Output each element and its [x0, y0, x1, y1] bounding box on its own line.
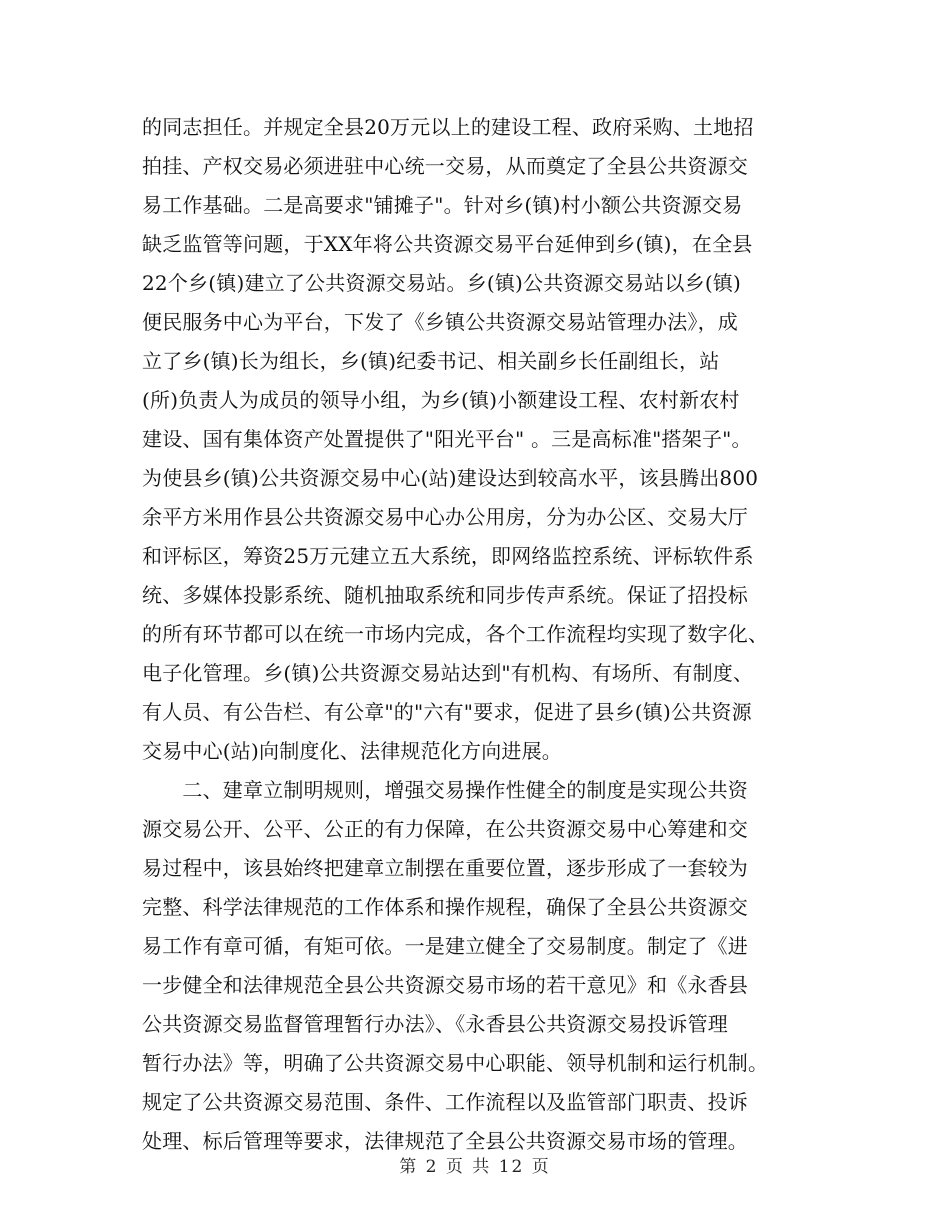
text-line: 有人员、有公告栏、有公章"的"六有"要求，促进了县乡(镇)公共资源 — [142, 700, 752, 724]
text-line: 缺乏监管等问题，于XX年将公共资源交易平台延伸到乡(镇)，在全县 — [142, 232, 753, 256]
text-line: 立了乡(镇)长为组长，乡(镇)纪委书记、相关副乡长任副组长，站 — [142, 349, 720, 373]
text-line: 易工作有章可循，有矩可依。一是建立健全了交易制度。制定了《进 — [142, 934, 748, 958]
text-line: 一步健全和法律规范全县公共资源交易市场的若干意见》和《永香县 — [142, 973, 748, 997]
text-line: 便民服务中心为平台，下发了《乡镇公共资源交易站管理办法》，成 — [142, 310, 738, 334]
text-line: 易过程中，该县始终把建章立制摆在重要位置，逐步形成了一套较为 — [142, 856, 748, 880]
text-line: 余平方米用作县公共资源交易中心办公用房，分为办公区、交易大厅 — [142, 505, 748, 529]
text-line: 为使县乡(镇)公共资源交易中心(站)建设达到较高水平，该县腾出800 — [142, 466, 759, 490]
body-text — [142, 108, 822, 1161]
text-line: 暂行办法》等，明确了公共资源交易中心职能、领导机制和运行机制。 — [142, 1051, 769, 1075]
text-line: 22个乡(镇)建立了公共资源交易站。乡(镇)公共资源交易站以乡(镇) — [142, 271, 742, 295]
text-line: (所)负责人为成员的领导小组，为乡(镇)小额建设工程、农村新农村 — [142, 388, 740, 412]
text-line: 建设、国有集体资产处置提供了"阳光平台" 。三是高标准"搭架子"。 — [142, 427, 752, 451]
text-line: 源交易公开、公平、公正的有力保障，在公共资源交易中心筹建和交 — [142, 817, 748, 841]
text-line: 的所有环节都可以在统一市场内完成，各个工作流程均实现了数字化、 — [142, 622, 769, 646]
text-line: 的同志担任。并规定全县20万元以上的建设工程、政府采购、土地招 — [142, 115, 754, 139]
text-line: 易工作基础。二是高要求"铺摊子"。针对乡(镇)村小额公共资源交易 — [142, 193, 743, 217]
text-line: 交易中心(站)向制度化、法律规范化方向进展。 — [142, 739, 563, 763]
page-number-footer: 第 2 页 共 12 页 — [399, 1157, 551, 1177]
text-line: 统、多媒体投影系统、随机抽取系统和同步传声系统。保证了招投标 — [142, 583, 748, 607]
text-line: 处理、标后管理等要求，法律规范了全县公共资源交易市场的管理。 — [142, 1129, 748, 1153]
text-line: 拍挂、产权交易必须进驻中心统一交易，从而奠定了全县公共资源交 — [142, 154, 748, 178]
text-line: 完整、科学法律规范的工作体系和操作规程，确保了全县公共资源交 — [142, 895, 748, 919]
text-line: 公共资源交易监督管理暂行办法》、《永香县公共资源交易投诉管理 — [142, 1012, 728, 1036]
text-line: 和评标区，筹资25万元建立五大系统，即网络监控系统、评标软件系 — [142, 544, 754, 568]
text-line: 规定了公共资源交易范围、条件、工作流程以及监管部门职责、投诉 — [142, 1090, 748, 1114]
text-line: 二、建章立制明规则，增强交易操作性健全的制度是实现公共资 — [142, 778, 748, 802]
text-line: 电子化管理。乡(镇)公共资源交易站达到"有机构、有场所、有制度、 — [142, 661, 754, 685]
